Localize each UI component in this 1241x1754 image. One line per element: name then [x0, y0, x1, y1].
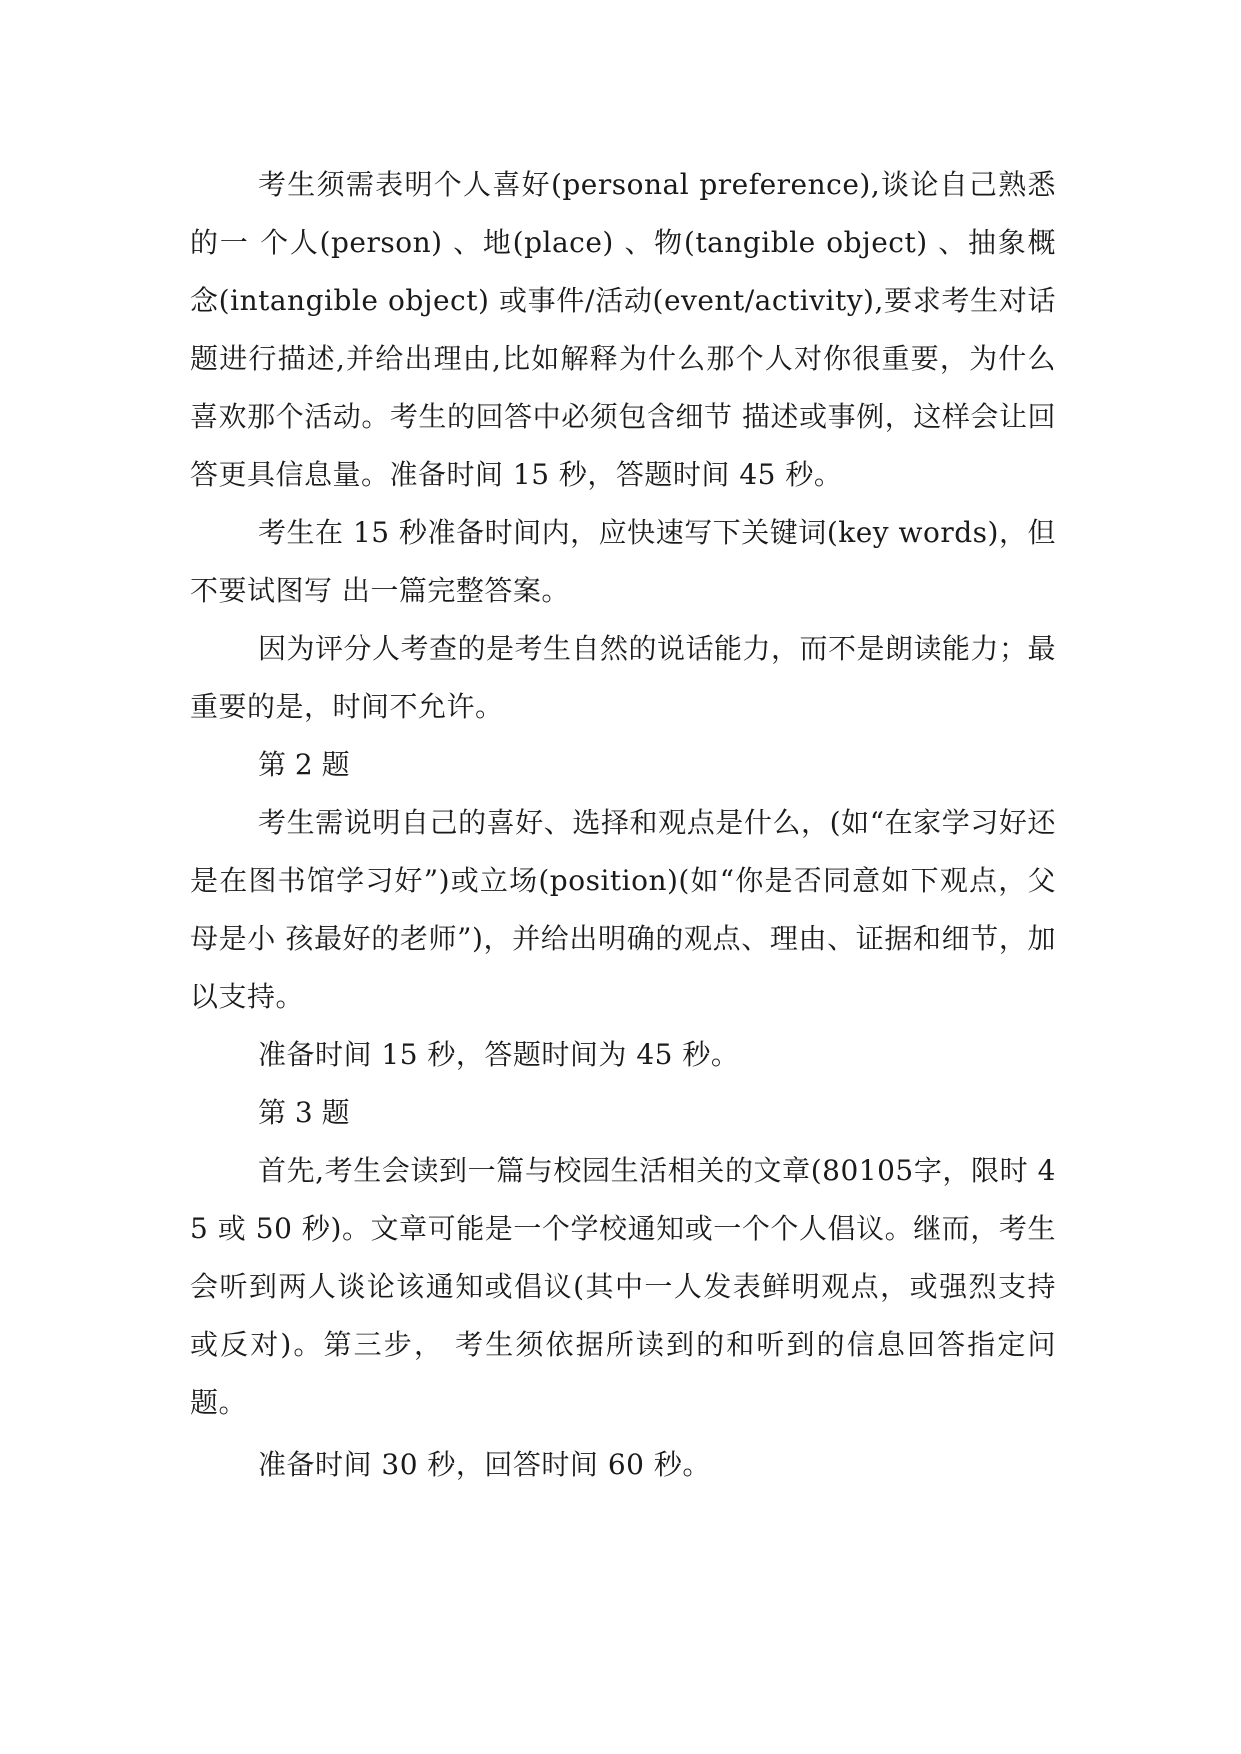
- document-body: [190, 156, 1056, 1494]
- paragraph-task3-timing: 准备时间 30 秒，回答时间 60 秒。: [258, 1448, 711, 1481]
- paragraph-task2-timing: 准备时间 15 秒，答题时间为 45 秒。: [258, 1038, 740, 1071]
- paragraph-task1-reason: 因为评分人考查的是考生自然的说话能力，而不是朗读能力；最重要的是，时间不允许。: [190, 632, 1057, 723]
- paragraph-task1-keywords: 考生在 15 秒准备时间内，应快速写下关键词(key words)，但不要试图写 出一篇完整答案。: [190, 516, 1056, 607]
- paragraph-task2-description: 考生需说明自己的喜好、选择和观点是什么，(如“在家学习好还 是在图书馆学习好”)或立场(position)(如“你是否同意如下观点，父母是小 孩最好的老师”)，并给出明确的观点、理由、证据和细节，加以支持。: [190, 806, 1056, 1013]
- heading-task3: 第 3 题: [258, 1096, 350, 1129]
- heading-task2: 第 2 题: [258, 748, 350, 781]
- paragraph-task1-description: 考生须需表明个人喜好(personal preference),谈论自己熟悉的一 个人(person) 、地(place) 、物(tangible object) 、抽象概念(intangible object) 或事件/活动(event/activity),要求考生对话题进行描述,并给出理由,比如解释为什么那个人对你很重要，为什么喜欢那个活动。考生的回答中必须包含细节 描述或事例，这样会让回答更具信息量。准备时间 15 秒，答题时间 45 秒。: [190, 168, 1056, 491]
- paragraph-task3-description: 首先,考生会读到一篇与校园生活相关的文章(80105字，限时 45 或 50 秒)。文章可能是一个学校通知或一个个人倡议。继而，考生会听到两人谈论该通知或倡议(其中一人发表鲜明观点，或强烈支持或反对)。第三步， 考生须依据所读到的和听到的信息回答指定问题。: [190, 1154, 1056, 1419]
